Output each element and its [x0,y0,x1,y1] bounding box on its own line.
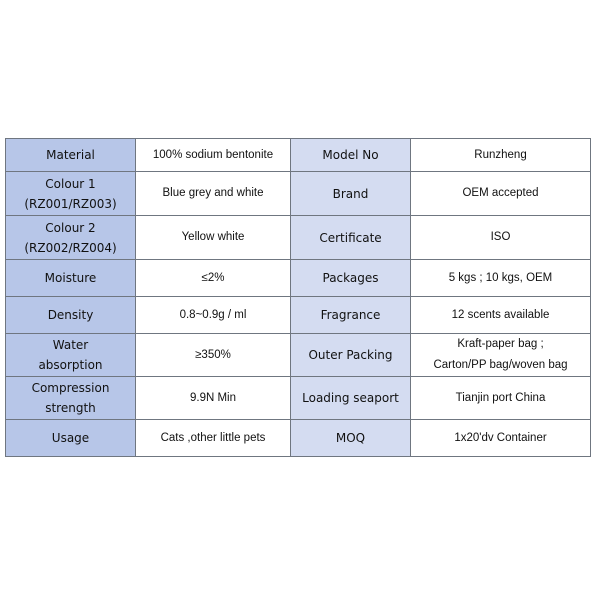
table-row [6,420,591,457]
table-row [6,172,591,216]
value-cell: ISO [411,216,591,260]
label-cell: Colour 2 (RZ002/RZ004) [6,216,136,260]
value-cell: ≤2% [136,260,291,297]
label-cell: Colour 1 (RZ001/RZ003) [6,172,136,216]
label-cell: Density [6,297,136,334]
value-cell: Kraft-paper bag ; Carton/PP bag/woven bag [411,334,591,377]
label-cell: Loading seaport [291,377,411,420]
label-cell: Water absorption [6,334,136,377]
label-cell: Model No [291,139,411,172]
value-cell: 0.8~0.9g / ml [136,297,291,334]
value-cell: Tianjin port China [411,377,591,420]
value-cell: 12 scents available [411,297,591,334]
table-row [6,377,591,420]
label-cell: Material [6,139,136,172]
value-cell: 5 kgs ; 10 kgs, OEM [411,260,591,297]
table-row [6,260,591,297]
label-cell: Brand [291,172,411,216]
table-row [6,216,591,260]
value-cell: Runzheng [411,139,591,172]
value-cell: Yellow white [136,216,291,260]
value-cell: 1x20'dv Container [411,420,591,457]
label-cell: Certificate [291,216,411,260]
table-row [6,139,591,172]
label-cell: MOQ [291,420,411,457]
value-cell: 100% sodium bentonite [136,139,291,172]
label-cell: Outer Packing [291,334,411,377]
label-cell: Moisture [6,260,136,297]
table-row [6,297,591,334]
value-cell: 9.9N Min [136,377,291,420]
value-cell: OEM accepted [411,172,591,216]
label-cell: Fragrance [291,297,411,334]
spec-table [5,138,591,457]
value-cell: Cats ,other little pets [136,420,291,457]
label-cell: Compression strength [6,377,136,420]
table-row [6,334,591,377]
value-cell: ≥350% [136,334,291,377]
label-cell: Usage [6,420,136,457]
value-cell: Blue grey and white [136,172,291,216]
label-cell: Packages [291,260,411,297]
